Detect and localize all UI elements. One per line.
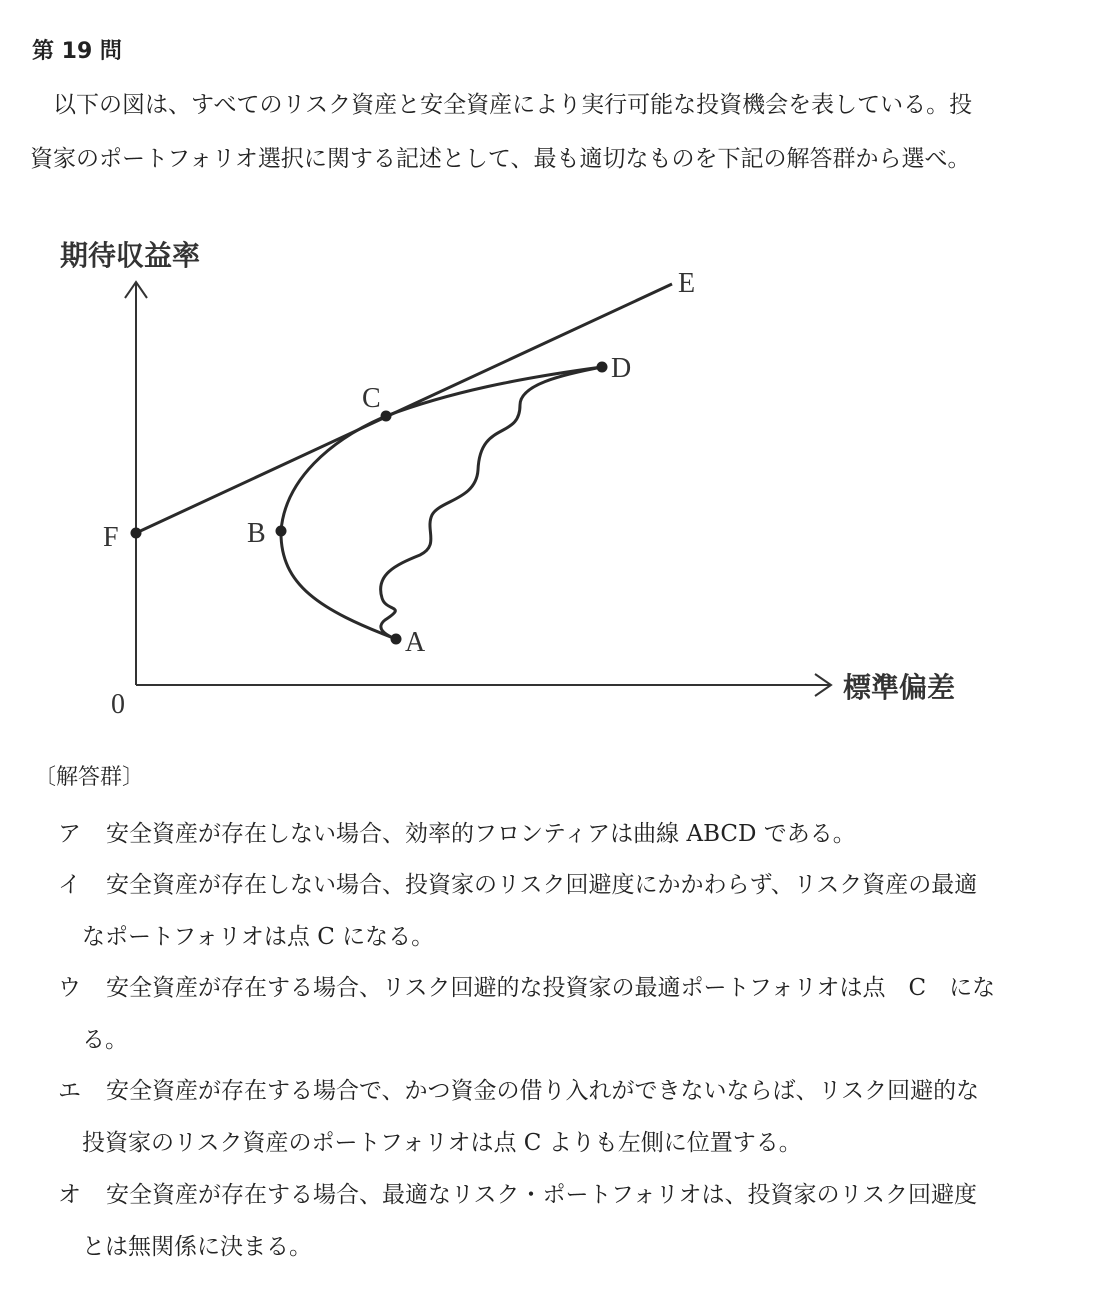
option-text-continued: 投資家のリスク資産のポートフォリオは点 C よりも左側に位置する。 [82, 1130, 802, 1156]
answer-option-a [58, 815, 1038, 848]
label-E: E [678, 268, 696, 299]
option-key: オ [58, 1182, 81, 1208]
answer-option-u [58, 969, 1038, 1002]
option-key: ア [58, 821, 81, 847]
answer-option-i [58, 866, 1038, 899]
option-key: エ [58, 1078, 81, 1104]
option-text: 安全資産が存在しない場合、効率的フロンティアは曲線 ABCD である。 [106, 821, 856, 847]
x-axis-label: 標準偏差 [843, 671, 956, 704]
point-B [276, 526, 287, 537]
label-F: F [103, 522, 119, 553]
question-number: 第 19 問 [32, 39, 122, 64]
point-A [391, 634, 402, 645]
portfolio-frontier-figure [0, 220, 1100, 740]
option-key: ウ [58, 975, 81, 1001]
option-key: イ [58, 872, 81, 898]
question-intro-line-1: 以下の図は、すべてのリスク資産と安全資産により実行可能な投資機会を表している。投 [53, 92, 973, 118]
option-text-continued: なポートフォリオは点 C になる。 [82, 924, 435, 950]
y-axis-label: 期待収益率 [60, 239, 201, 272]
label-B: B [247, 518, 266, 549]
option-text-continued: とは無関係に決まる。 [82, 1234, 312, 1260]
option-text-continued: る。 [82, 1027, 128, 1053]
point-C [381, 411, 392, 422]
origin-label: 0 [111, 689, 125, 720]
answers-heading: 〔解答群〕 [34, 765, 145, 790]
question-intro-line-2: 資家のポートフォリオ選択に関する記述として、最も適切なものを下記の解答群から選べ。 [30, 146, 971, 172]
option-text: 安全資産が存在する場合、最適なリスク・ポートフォリオは、投資家のリスク回避度 [106, 1182, 978, 1208]
option-text: 安全資産が存在しない場合、投資家のリスク回避度にかかわらず、リスク資産の最適 [106, 872, 978, 898]
option-text: 安全資産が存在する場合で、かつ資金の借り入れができないならば、リスク回避的な [106, 1078, 980, 1104]
label-C: C [362, 383, 381, 414]
label-D: D [611, 353, 632, 384]
option-text: 安全資産が存在する場合、リスク回避的な投資家の最適ポートフォリオは点 C にな [106, 975, 996, 1001]
point-D [597, 362, 608, 373]
answer-option-o [58, 1176, 1038, 1209]
answer-option-e [58, 1072, 1038, 1105]
label-A: A [405, 627, 426, 658]
frontier-curve [281, 367, 602, 639]
point-F [131, 528, 142, 539]
